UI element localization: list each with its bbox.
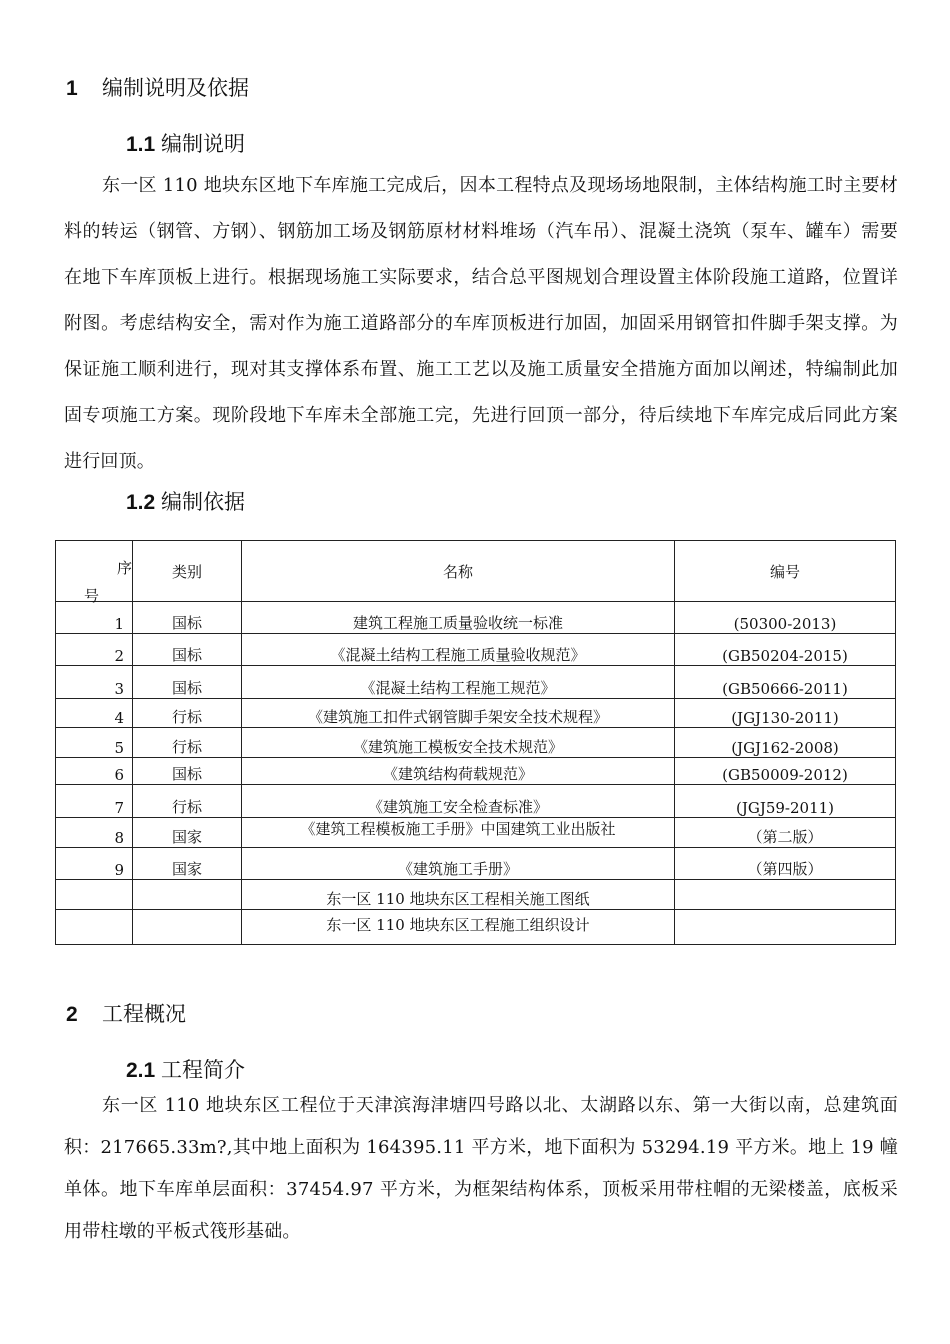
header-type: 类别 bbox=[133, 541, 242, 602]
subsection-title: 编制依据 bbox=[161, 491, 246, 514]
paragraph-project-overview: 东一区 110 地块东区工程位于天津滨海津塘四号路以北、太湖路以东、第一大街以南，总建筑面积：217665.33m?,其中地上面积为 164395.11 平方米，地下面积为 53294.19 平方米。地上 19 幢单体。地下车库单层面积：37454.97 平方米，为框架结构体系，顶板采用带柱帽的无梁楼盖，底板采用带柱墩的平板式筏形基础。 bbox=[64, 1095, 898, 1242]
subsection-number: 1.2 bbox=[126, 491, 156, 514]
table-row: 6 国标 《建筑结构荷载规范》 (GB50009-2012) bbox=[56, 758, 896, 785]
section-2-heading bbox=[66, 998, 186, 1028]
subsection-number: 2.1 bbox=[126, 1059, 156, 1082]
table-row: 7 行标 《建筑施工安全检查标准》 (JGJ59-2011) bbox=[56, 785, 896, 818]
table-header-row bbox=[56, 541, 896, 602]
section-title: 工程概况 bbox=[102, 1003, 186, 1026]
reference-table bbox=[55, 540, 896, 945]
section-number: 2 bbox=[66, 1003, 78, 1026]
table-row: 东一区 110 地块东区工程相关施工图纸 bbox=[56, 880, 896, 910]
subsection-title: 工程简介 bbox=[161, 1059, 246, 1082]
subsection-1-2-heading bbox=[126, 486, 245, 516]
table-row: 1 国标 建筑工程施工质量验收统一标准 (50300-2013) bbox=[56, 602, 896, 634]
table-row: 8 国家 《建筑工程模板施工手册》中国建筑工业出版社 （第二版） bbox=[56, 818, 896, 848]
table-row: 3 国标 《混凝土结构工程施工规范》 (GB50666-2011) bbox=[56, 666, 896, 699]
table-row: 4 行标 《建筑施工扣件式钢管脚手架安全技术规程》 (JGJ130-2011) bbox=[56, 699, 896, 728]
table-row: 东一区 110 地块东区工程施工组织设计 bbox=[56, 910, 896, 945]
header-name: 名称 bbox=[242, 541, 675, 602]
table-row: 2 国标 《混凝土结构工程施工质量验收规范》 (GB50204-2015) bbox=[56, 634, 896, 666]
subsection-2-1-heading bbox=[126, 1054, 245, 1084]
header-code: 编号 bbox=[675, 541, 896, 602]
subsection-number: 1.1 bbox=[126, 133, 156, 156]
subsection-1-1-heading bbox=[126, 128, 245, 158]
table-row: 9 国家 《建筑施工手册》 （第四版） bbox=[56, 848, 896, 880]
section-1-heading bbox=[66, 72, 249, 102]
section-number: 1 bbox=[66, 77, 78, 100]
header-no: 序 号 bbox=[56, 541, 133, 602]
table-row: 5 行标 《建筑施工模板安全技术规范》 (JGJ162-2008) bbox=[56, 728, 896, 758]
section-title: 编制说明及依据 bbox=[102, 77, 249, 100]
subsection-title: 编制说明 bbox=[161, 133, 246, 156]
paragraph-compilation-description: 东一区 110 地块东区地下车库施工完成后，因本工程特点及现场场地限制，主体结构施工时主要材料的转运（钢管、方钢）、钢筋加工场及钢筋原材材料堆场（汽车吊）、混凝土浇筑（泵车、罐车）需要在地下车库顶板上进行。根据现场施工实际要求，结合总平图规划合理设置主体阶段施工道路，位置详附图。考虑结构安全，需对作为施工道路部分的车库顶板进行加固，加固采用钢管扣件脚手架支撑。为保证施工顺利进行，现对其支撑体系布置、施工工艺以及施工质量安全措施方面加以阐述，特编制此加固专项施工方案。现阶段地下车库未全部施工完，先进行回顶一部分，待后续地下车库完成后同此方案进行回顶。 bbox=[64, 175, 898, 472]
